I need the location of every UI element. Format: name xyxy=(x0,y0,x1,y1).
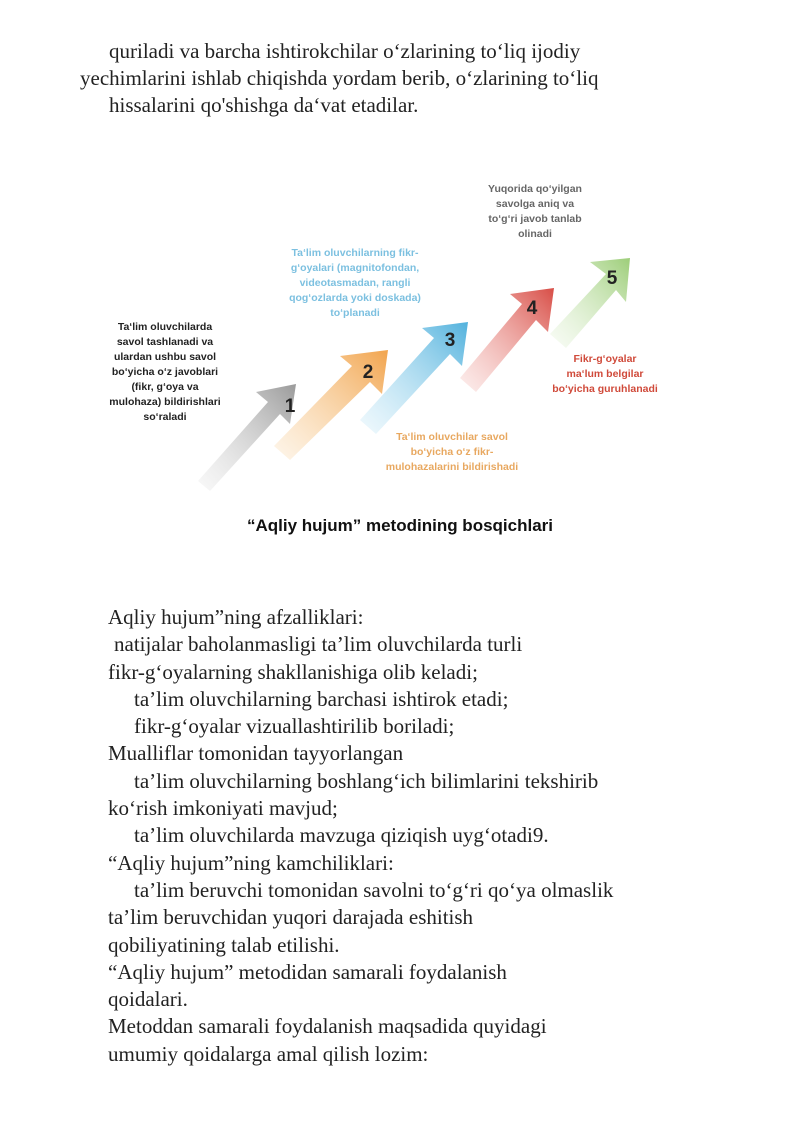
method-stages-figure xyxy=(90,178,690,498)
step-5-number: 5 xyxy=(606,268,618,289)
intro-paragraph xyxy=(80,38,720,119)
figure-caption: “Aqliy hujum” metodining bosqichlari xyxy=(246,516,553,535)
body-line: “Aqliy hujum”ning kamchiliklari: xyxy=(108,850,394,875)
intro-line: yechimlarini ishlab chiqishda yordam berib, o‘zlarining to‘liq xyxy=(80,66,599,90)
body-line: fikr-g‘oyalarning shakllanishiga olib keladi; xyxy=(108,659,478,684)
body-line: qoidalari. xyxy=(108,987,188,1012)
step-1-number: 1 xyxy=(284,396,296,417)
body-line: “Aqliy hujum” metodidan samarali foydalanish xyxy=(108,959,507,984)
body-line: Metoddan samarali foydalanish maqsadida quyidagi xyxy=(108,1014,547,1039)
step-5-label: Yuqorida qo‘yilgan savolga aniq va to‘g‘ri javob tanlab olinadi xyxy=(488,183,582,240)
step-4-label: Fikr-g‘oyalar ma‘lum belgilar bo‘yicha guruhlanadi xyxy=(552,353,658,395)
body-line: ta’lim beruvchi tomonidan savolni to‘g‘ri qo‘ya olmaslik xyxy=(134,877,614,902)
step-3-label: Ta‘lim oluvchilarning fikr- g‘oyalari (magnitofondan, videotasmadan, rangli qog‘ozlarda yoki doskada) to‘planadi xyxy=(289,247,421,319)
body-line: fikr-g‘oyalar vizuallashtirilib boriladi; xyxy=(134,714,455,739)
body-paragraphs xyxy=(108,604,728,1068)
body-line: ta’lim oluvchilarda mavzuga qiziqish uyg‘otadi9. xyxy=(134,823,549,848)
body-line: ta’lim oluvchilarning barchasi ishtirok etadi; xyxy=(134,686,509,711)
step-2-label: Ta‘lim oluvchilar savol bo‘yicha o‘z fikr- mulohazalarini bildirishadi xyxy=(385,431,519,473)
step-1-label: Ta‘lim oluvchilarda savol tashlanadi va ulardan ushbu savol bo‘yicha o‘z javoblari (fikr, g‘oya va mulohaza) bildirishlari so‘raladi xyxy=(109,321,221,423)
step-4-number: 4 xyxy=(526,298,538,319)
step-5-arrow xyxy=(550,258,630,348)
body-line: umumiy qoidalarga amal qilish lozim: xyxy=(108,1041,429,1066)
body-line: natijalar baholanmasligi ta’lim oluvchilarda turli xyxy=(114,632,523,657)
body-line: ta’lim oluvchilarning boshlang‘ich bilimlarini tekshirib xyxy=(134,768,599,793)
intro-line: quriladi va barcha ishtirokchilar o‘zlarining to‘liq ijodiy xyxy=(109,39,581,63)
step-2-number: 2 xyxy=(362,362,374,383)
body-line: ko‘rish imkoniyati mavjud; xyxy=(108,796,338,821)
body-line: Mualliflar tomonidan tayyorlangan xyxy=(108,741,404,766)
step-3-number: 3 xyxy=(444,330,456,351)
body-line: ta’lim beruvchidan yuqori darajada eshitish xyxy=(108,905,474,930)
intro-line: hissalarini qo'shishga da‘vat etadilar. xyxy=(109,93,419,117)
body-line: Aqliy hujum”ning afzalliklari: xyxy=(108,605,364,629)
body-line: qobiliyatining talab etilishi. xyxy=(108,932,340,957)
